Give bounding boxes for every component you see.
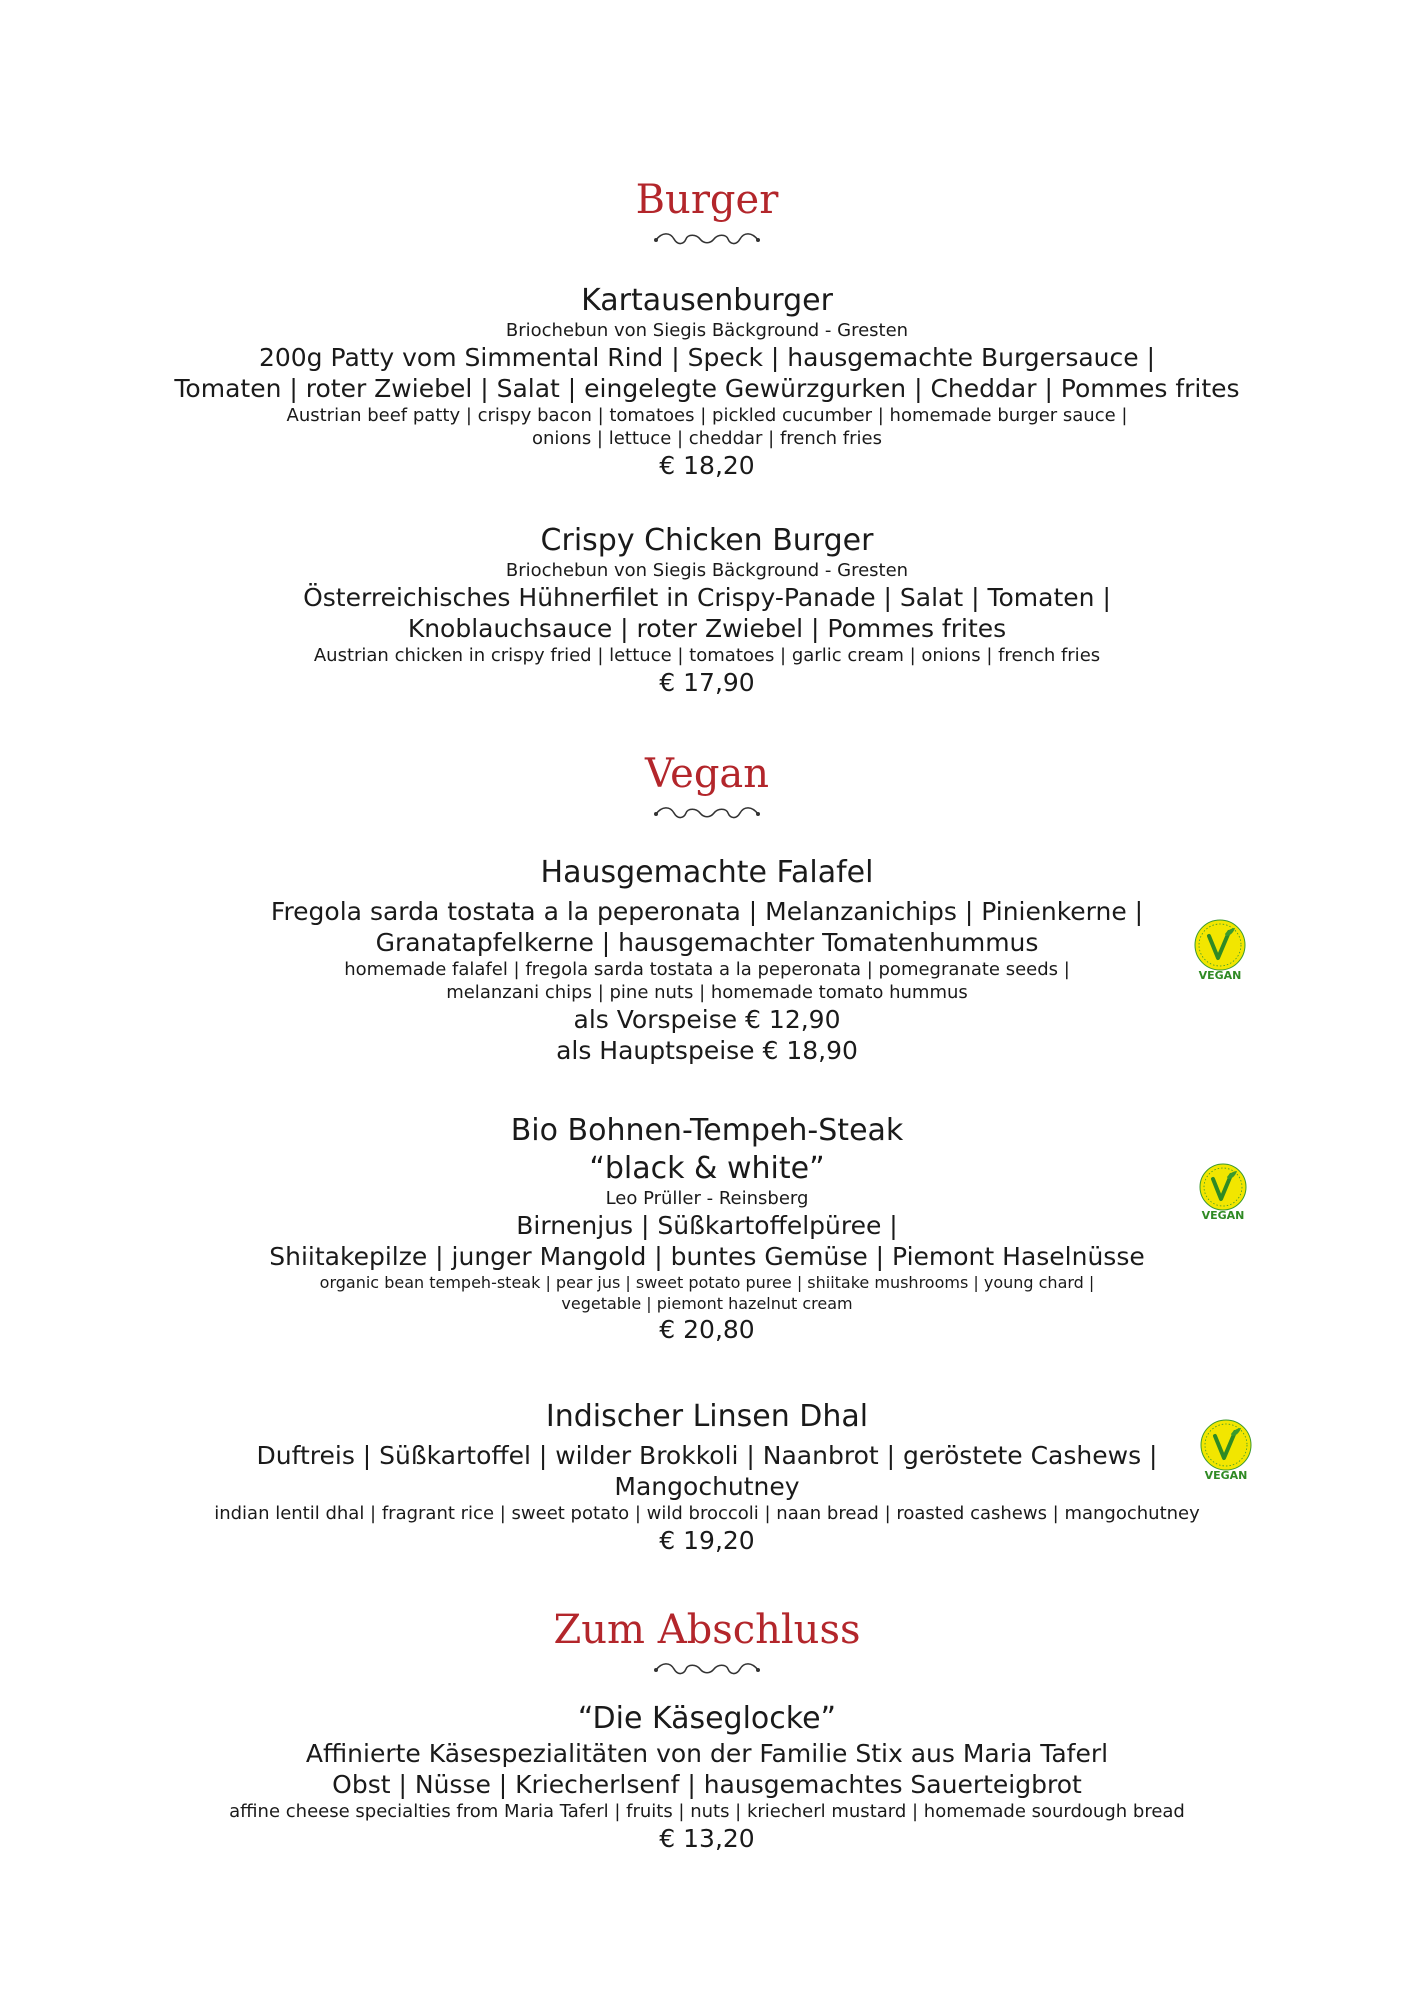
vegan-badge-label: VEGAN xyxy=(1198,969,1242,982)
vegan-v-label-icon xyxy=(1193,918,1247,984)
dish-description: Duftreis | Süßkartoffel | wilder Brokkoli | Naanbrot | geröstete Cashews | xyxy=(256,1441,1158,1470)
dish-price: € 20,80 xyxy=(659,1315,755,1344)
dish-name: Crispy Chicken Burger xyxy=(540,523,874,558)
dish-name: Bio Bohnen-Tempeh-Steak xyxy=(510,1113,904,1148)
flourish-ornament-icon xyxy=(150,798,1264,828)
dish-english: Austrian chicken in crispy fried | lettuce | tomatoes | garlic cream | onions | french fries xyxy=(313,645,1101,666)
dish-name: Hausgemachte Falafel xyxy=(540,855,874,890)
dish-name: Kartausenburger xyxy=(581,283,833,318)
vegan-badge-label: VEGAN xyxy=(1204,1469,1248,1482)
menu-item-bio-bohnen-tempeh-steak xyxy=(150,1112,1264,1345)
dish-description: Knoblauchsauce | roter Zwiebel | Pommes frites xyxy=(407,614,1007,643)
section-dessert xyxy=(150,1606,1264,1684)
dish-english: Austrian beef patty | crispy bacon | tomatoes | pickled cucumber | homemade burger sauce | xyxy=(286,405,1128,426)
vegan-v-label-icon xyxy=(1199,1418,1253,1484)
dish-description: Fregola sarda tostata a la peperonata | Melanzanichips | Pinienkerne | xyxy=(270,897,1144,926)
dish-english: indian lentil dhal | fragrant rice | sweet potato | wild broccoli | naan bread | roasted cashews | mangochutney xyxy=(214,1503,1200,1524)
dish-name: “Die Käseglocke” xyxy=(577,1701,837,1736)
dish-description: Österreichisches Hühnerfilet in Crispy-Panade | Salat | Tomaten | xyxy=(303,583,1111,612)
dish-description: Shiitakepilze | junger Mangold | buntes Gemüse | Piemont Haselnüsse xyxy=(269,1242,1145,1271)
vegan-v-label-icon xyxy=(1196,1160,1250,1226)
dish-english: melanzani chips | pine nuts | homemade tomato hummus xyxy=(446,982,968,1003)
dish-english: vegetable | piemont hazelnut cream xyxy=(561,1294,853,1313)
vegan-badge-label: VEGAN xyxy=(1201,1209,1245,1222)
dish-price: € 17,90 xyxy=(659,668,755,697)
dish-price: € 19,20 xyxy=(659,1526,755,1555)
dish-english: organic bean tempeh-steak | pear jus | sweet potato puree | shiitake mushrooms | young chard | xyxy=(319,1273,1095,1292)
menu-item-kartausenburger xyxy=(150,282,1264,481)
dish-name-subtitle: “black & white” xyxy=(589,1151,825,1186)
dish-description: 200g Patty vom Simmental Rind | Speck | hausgemachte Burgersauce | xyxy=(258,343,1156,372)
dish-price: € 18,20 xyxy=(659,451,755,480)
dish-english: onions | lettuce | cheddar | french fries xyxy=(531,428,882,449)
section-vegan xyxy=(150,750,1264,828)
dish-price-starter: als Vorspeise € 12,90 xyxy=(573,1005,841,1034)
dish-name: Indischer Linsen Dhal xyxy=(545,1399,869,1434)
section-title: Vegan xyxy=(644,751,770,797)
dish-description: Birnenjus | Süßkartoffelpüree | xyxy=(516,1211,898,1240)
dish-origin: Briochebun von Siegis Bäckground - Gresten xyxy=(505,560,909,581)
section-title: Zum Abschluss xyxy=(553,1607,861,1653)
menu-item-indischer-linsen-dhal xyxy=(150,1398,1264,1556)
dish-origin: Leo Prüller - Reinsberg xyxy=(605,1188,809,1209)
menu-item-crispy-chicken-burger xyxy=(150,522,1264,698)
dish-price-main: als Hauptspeise € 18,90 xyxy=(556,1036,858,1065)
dish-description: Mangochutney xyxy=(614,1472,800,1501)
section-burger xyxy=(150,176,1264,254)
dish-origin: Briochebun von Siegis Bäckground - Gresten xyxy=(505,320,909,341)
dish-description: Obst | Nüsse | Kriecherlsenf | hausgemachtes Sauerteigbrot xyxy=(332,1770,1082,1799)
dish-english: affine cheese specialties from Maria Taferl | fruits | nuts | kriecherl mustard | homemade sourdough bread xyxy=(229,1801,1185,1822)
dish-english: homemade falafel | fregola sarda tostata a la peperonata | pomegranate seeds | xyxy=(344,959,1070,980)
dish-price: € 13,20 xyxy=(659,1824,755,1853)
dish-description: Tomaten | roter Zwiebel | Salat | eingelegte Gewürzgurken | Cheddar | Pommes frites xyxy=(174,374,1240,403)
flourish-ornament-icon xyxy=(150,224,1264,254)
menu-item-die-kaeseglocke xyxy=(150,1700,1264,1854)
dish-description: Granatapfelkerne | hausgemachter Tomatenhummus xyxy=(375,928,1039,957)
section-title: Burger xyxy=(635,177,779,223)
dish-description: Affinierte Käsespezialitäten von der Familie Stix aus Maria Taferl xyxy=(305,1739,1109,1768)
flourish-ornament-icon xyxy=(150,1654,1264,1684)
menu-item-hausgemachte-falafel xyxy=(150,854,1264,1066)
